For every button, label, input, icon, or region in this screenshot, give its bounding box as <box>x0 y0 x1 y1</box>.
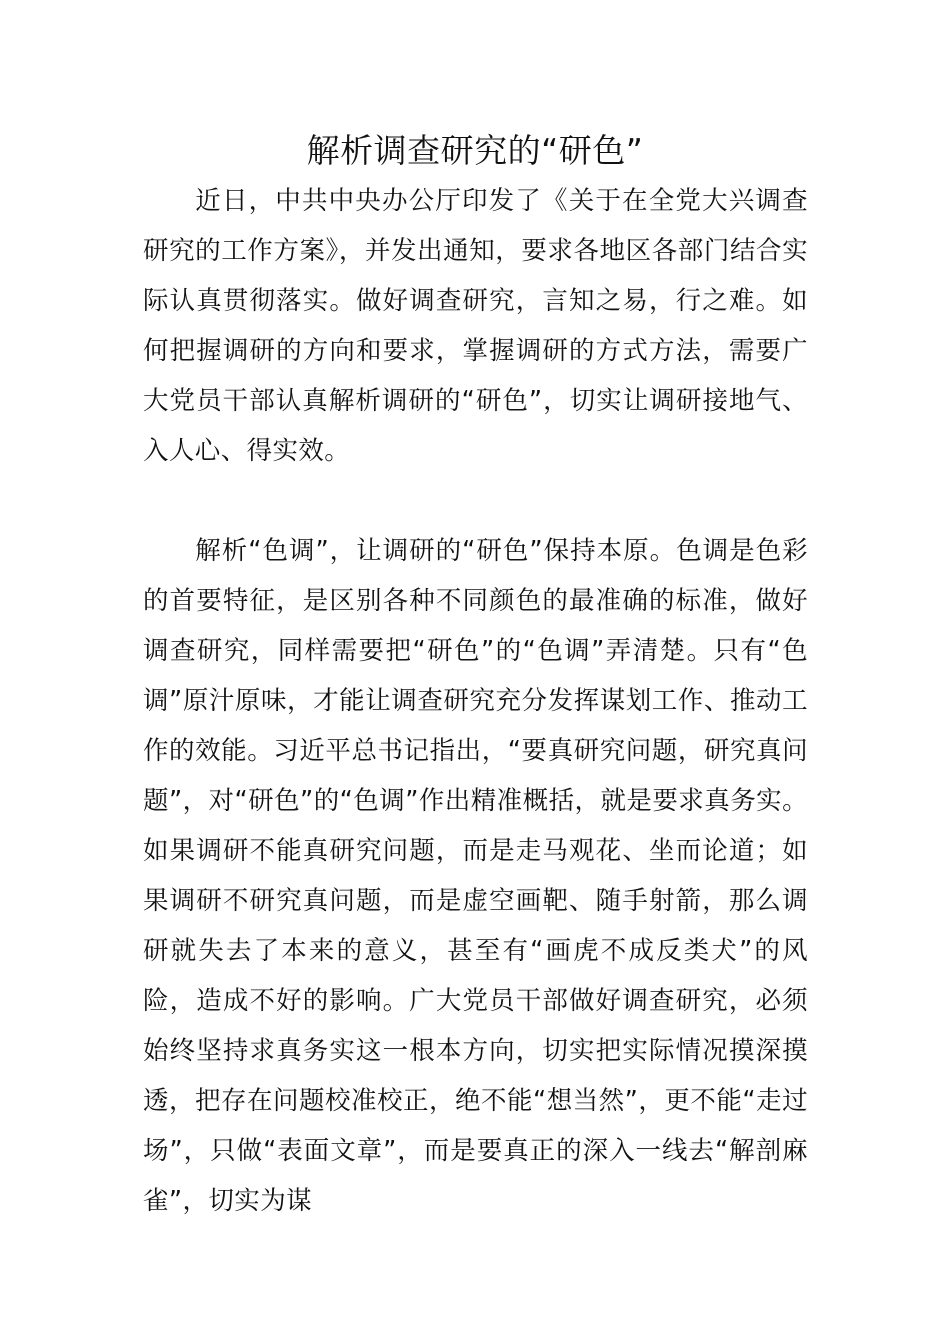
document-title: 解析调查研究的“研色” <box>306 131 644 170</box>
paragraph-tone: 解析“色调”，让调研的“研色”保持本原。色调是色彩的首要特征，是区别各种不同颜色的最准确的标准，做好调查研究，同样需要把“研色”的“色调”弄清楚。只有“色调”原汁原味，才能让调查研究充分发挥谋划工作、推动工作的效能。习近平总书记指出，“要真研究问题，研究真问题”，对“研色”的“色调”作出精准概括，就是要求真务实。如果调研不能真研究问题，而是走马观花、坐而论道；如果调研不研究真问题，而是虚空画靶、随手射箭，那么调研就失去了本来的意义，甚至有“画虎不成反类犬”的风险，造成不好的影响。广大党员干部做好调查研究，必须始终坚持求真务实这一根本方向，切实把实际情况摸深摸透，把存在问题校准校正，绝不能“想当然”，更不能“走过场”，只做“表面文章”，而是要真正的深入一线去“解剖麻雀”，切实为谋 <box>143 536 808 1216</box>
paragraph-intro: 近日，中共中央办公厅印发了《关于在全党大兴调查研究的工作方案》，并发出通知，要求各地区各部门结合实际认真贯彻落实。做好调查研究，言知之易，行之难。如何把握调研的方向和要求，掌握调研的方式方法，需要广大党员干部认真解析调研的“研色”，切实让调研接地气、入人心、得实效。 <box>143 186 808 466</box>
